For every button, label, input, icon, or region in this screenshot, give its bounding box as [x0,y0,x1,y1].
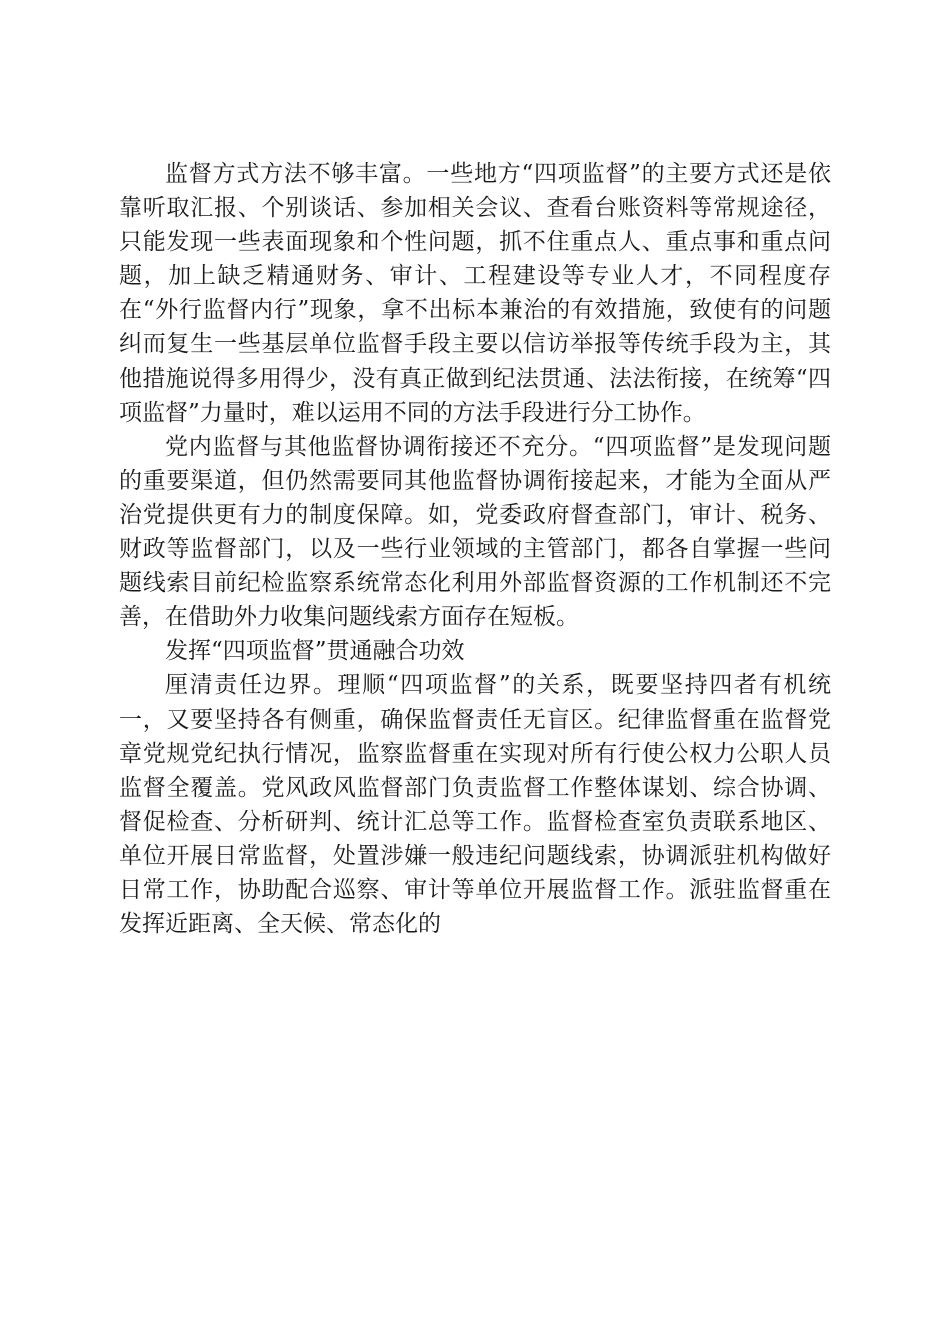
paragraph-supervision-methods: 监督方式方法不够丰富。一些地方“四项监督”的主要方式还是依靠听取汇报、个别谈话、参加相关会议、查看台账资料等常规途径，只能发现一些表面现象和个性问题，抓不住重点人、重点事和重点问题，加上缺乏精通财务、审计、工程建设等专业人才，不同程度存在“外行监督内行”现象，拿不出标本兼治的有效措施，致使有的问题纠而复生一些基层单位监督手段主要以信访举报等传统手段为主，其他措施说得多用得少，没有真正做到纪法贯通、法法衔接，在统筹“四项监督”力量时，难以运用不同的方法手段进行分工协作。 [119,161,831,426]
paragraph-coordination: 党内监督与其他监督协调衔接还不充分。“四项监督”是发现问题的重要渠道，但仍然需要同其他监督协调衔接起来，才能为全面从严治党提供更有力的制度保障。如，党委政府督查部门，审计、税务、财政等监督部门，以及一些行业领域的主管部门，都各自掌握一些问题线索目前纪检监察系统常态化利用外部监督资源的工作机制还不完善，在借助外力收集问题线索方面存在短板。 [119,433,831,631]
section-heading: 发挥“四项监督”贯通融合功效 [165,638,465,665]
paragraph-responsibility: 厘清责任边界。理顺“四项监督”的关系，既要坚持四者有机统一，又要坚持各有侧重，确保监督责任无盲区。纪律监督重在监督党章党规党纪执行情况，监察监督重在实现对所有行使公权力公职人员监督全覆盖。党风政风监督部门负责监督工作整体谋划、综合协调、督促检查、分析研判、统计汇总等工作。监督检查室负责联系地区、单位开展日常监督，处置涉嫌一般违纪问题线索，协调派驻机构做好日常工作，协助配合巡察、审计等单位开展监督工作。派驻监督重在发挥近距离、全天候、常态化的 [119,672,831,938]
document-page [119,157,831,941]
